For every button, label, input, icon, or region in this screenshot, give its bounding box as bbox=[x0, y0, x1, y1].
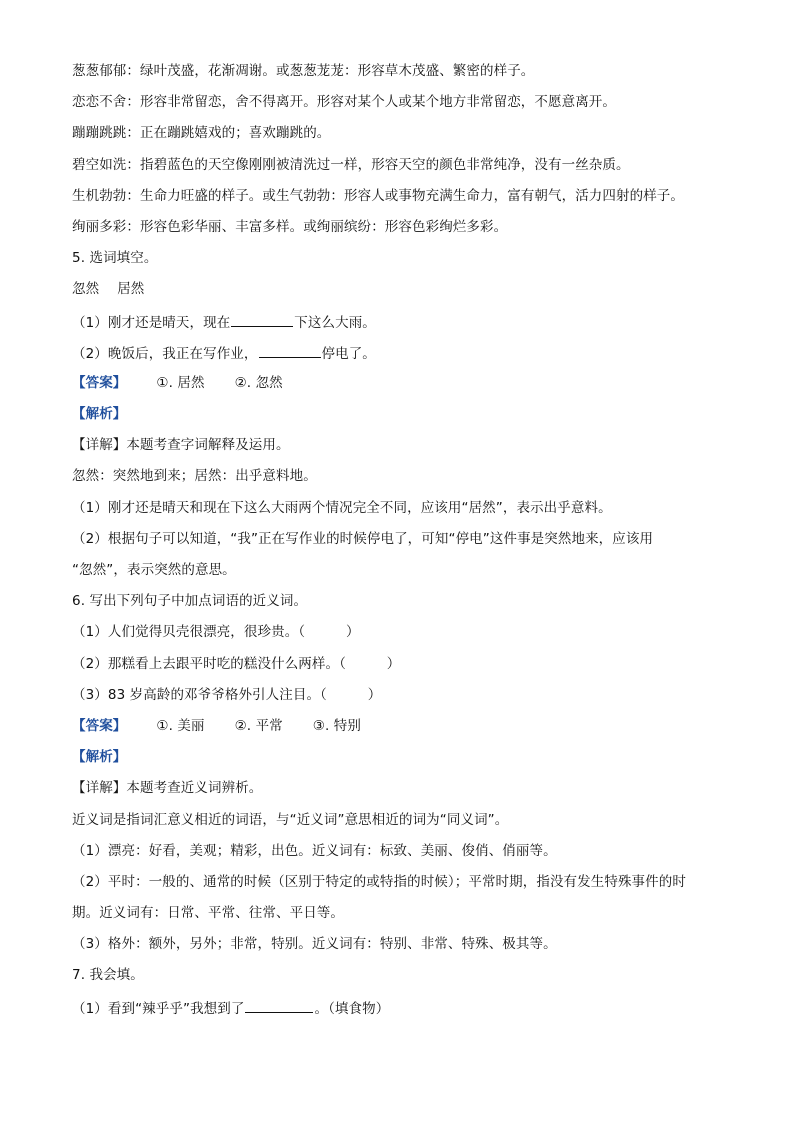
question-5-sentence-2 bbox=[72, 343, 732, 361]
question-5-word-options bbox=[72, 280, 732, 298]
question-6-answer bbox=[72, 717, 732, 735]
question-6-analysis bbox=[72, 748, 732, 766]
fill-blank[interactable] bbox=[245, 998, 313, 1013]
detail-text: 本题考查字词解释及运用。 bbox=[126, 437, 290, 454]
question-5-analysis bbox=[72, 405, 732, 423]
answer-item: ①. 美丽 bbox=[156, 717, 205, 734]
question-7-title: 7. 我会填。 bbox=[72, 967, 144, 984]
answer-item: ②. 平常 bbox=[234, 717, 283, 734]
definition-line: 葱葱郁郁：绿叶茂盛，花渐凋谢。或葱葱茏茏：形容草木茂盛、繁密的样子。 bbox=[72, 63, 535, 79]
explanation-line: 近义词是指词汇意义相近的词语，与“近义词”意思相近的词为“同义词”。 bbox=[72, 811, 509, 828]
detail-tag: 【详解】 bbox=[72, 780, 127, 797]
explanation-line: 期。近义词有：日常、平常、往常、平日等。 bbox=[72, 905, 344, 922]
question-5-sentence-1 bbox=[72, 312, 732, 330]
question-6-sentence-1: （1）人们觉得贝壳很漂亮，很珍贵。（ ） bbox=[72, 624, 360, 641]
definition-line: 恋恋不舍：形容非常留恋，舍不得离开。形容对某个人或某个地方非常留恋，不愿意离开。 bbox=[72, 94, 616, 111]
sentence-text: 下这么大雨。 bbox=[294, 314, 376, 331]
detail-text: 本题考查近义词辨析。 bbox=[126, 780, 263, 797]
fill-blank[interactable] bbox=[259, 343, 321, 358]
word-option: 忽然 bbox=[72, 281, 100, 298]
definition-line: 碧空如洗：指碧蓝色的天空像刚刚被清洗过一样，形容天空的颜色非常纯净，没有一丝杂质。 bbox=[72, 156, 630, 173]
definition-line: 生机勃勃：生命力旺盛的样子。或生气勃勃：形容人或事物充满生命力，富有朝气，活力四射的样子。 bbox=[72, 187, 684, 204]
explanation-line: （1）漂亮：好看，美观；精彩，出色。近义词有：标致、美丽、俊俏、俏丽等。 bbox=[72, 842, 557, 859]
explanation-line: （1）刚才还是晴天和现在下这么大雨两个情况完全不同，应该用“居然”，表示出乎意料。 bbox=[72, 499, 612, 516]
explanation-line: “忽然”，表示突然的意思。 bbox=[72, 562, 236, 578]
question-6-sentence-2: （2）那糕看上去跟平时吃的糕没什么两样。（ ） bbox=[72, 655, 401, 672]
word-option: 居然 bbox=[117, 281, 145, 298]
sentence-text: （1）看到“辣乎乎”我想到了 bbox=[72, 1000, 245, 1017]
explanation-line: （2）平时：一般的、通常的时候（区别于特定的或特指的时候）；平常时期，指没有发生特殊事件的时 bbox=[72, 873, 686, 890]
detail-tag: 【详解】 bbox=[72, 437, 127, 454]
question-7-sentence-1 bbox=[72, 998, 732, 1016]
definition-line: 蹦蹦跳跳：正在蹦跳嬉戏的；喜欢蹦跳的。 bbox=[72, 125, 331, 142]
question-6-detail bbox=[72, 779, 732, 797]
explanation-line: 忽然：突然地到来；居然：出乎意料地。 bbox=[72, 468, 317, 485]
analysis-tag: 【解析】 bbox=[72, 749, 127, 766]
document-page bbox=[72, 62, 732, 1029]
question-5-title: 5. 选词填空。 bbox=[72, 250, 158, 267]
answer-item: ③. 特别 bbox=[312, 717, 361, 734]
question-5-detail bbox=[72, 436, 732, 454]
definition-line: 绚丽多彩：形容色彩华丽、丰富多样。或绚丽缤纷：形容色彩绚烂多彩。 bbox=[72, 218, 508, 235]
explanation-line: （2）根据句子可以知道，“我”正在写作业的时候停电了，可知“停电”这件事是突然地来，应该用 bbox=[72, 530, 654, 547]
answer-tag: 【答案】 bbox=[72, 374, 127, 391]
sentence-text: 。（填食物） bbox=[314, 1000, 390, 1017]
answer-item: ①. 居然 bbox=[156, 374, 205, 391]
answer-item: ②. 忽然 bbox=[234, 374, 283, 391]
sentence-text: 停电了。 bbox=[321, 345, 376, 362]
sentence-text: （2）晚饭后，我正在写作业， bbox=[72, 345, 258, 362]
question-6-sentence-3: （3）83 岁高龄的邓爷爷格外引人注目。（ ） bbox=[72, 686, 382, 703]
question-6-title: 6. 写出下列句子中加点词语的近义词。 bbox=[72, 593, 308, 610]
sentence-text: （1）刚才还是晴天，现在 bbox=[72, 314, 231, 331]
fill-blank[interactable] bbox=[231, 312, 293, 327]
explanation-line: （3）格外：额外，另外；非常，特别。近义词有：特别、非常、特殊、极其等。 bbox=[72, 936, 557, 953]
answer-tag: 【答案】 bbox=[72, 717, 127, 734]
analysis-tag: 【解析】 bbox=[72, 406, 127, 423]
question-5-answer bbox=[72, 374, 732, 392]
